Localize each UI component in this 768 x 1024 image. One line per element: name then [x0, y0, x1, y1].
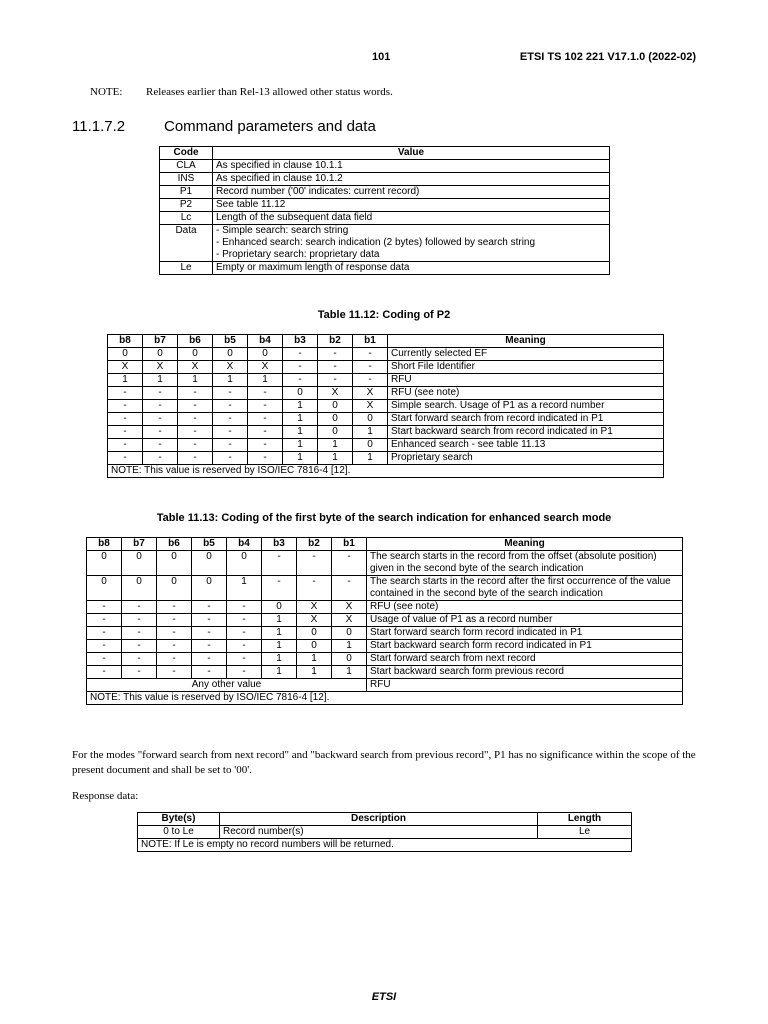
section-title: Command parameters and data: [164, 118, 376, 135]
table-row: [138, 826, 632, 839]
bit-cell: 0: [297, 640, 332, 653]
meaning-cell: RFU (see note): [388, 387, 664, 400]
bit-cell: 1: [283, 426, 318, 439]
meaning-cell: Start backward search form record indicated in P1: [367, 640, 683, 653]
bit-cell: 1: [353, 426, 388, 439]
section-heading: [72, 118, 376, 135]
meaning-cell: Start backward search form previous record: [367, 666, 683, 679]
meaning-cell: Start backward search from record indicated in P1: [388, 426, 664, 439]
bit-cell: -: [108, 439, 143, 452]
note-label: NOTE:: [90, 86, 123, 98]
bit-cell: 0: [157, 551, 192, 576]
table-row: [108, 452, 664, 465]
bit-cell: 0: [318, 413, 353, 426]
table-row: [87, 551, 683, 576]
bit-cell: -: [353, 361, 388, 374]
bit-cell: 1: [297, 666, 332, 679]
cell-value: [213, 225, 610, 262]
bit-cell: -: [353, 348, 388, 361]
bit-cell: -: [227, 601, 262, 614]
table-row: [87, 601, 683, 614]
bit-cell: -: [192, 653, 227, 666]
bit-cell: 0: [353, 439, 388, 452]
bit-cell: -: [213, 426, 248, 439]
table-row: [160, 212, 610, 225]
cell-value: As specified in clause 10.1.2: [213, 173, 610, 186]
bit-cell: -: [178, 400, 213, 413]
bit-cell: X: [213, 361, 248, 374]
bit-cell: -: [178, 452, 213, 465]
bit-cell: -: [318, 361, 353, 374]
table-note-row: [138, 839, 632, 852]
bit-cell: -: [227, 640, 262, 653]
bit-cell: X: [108, 361, 143, 374]
table-row: [108, 413, 664, 426]
table-row: [160, 225, 610, 262]
table-row: [87, 653, 683, 666]
bit-cell: 1: [283, 439, 318, 452]
response-data-label: Response data:: [72, 790, 139, 802]
table-note: NOTE: This value is reserved by ISO/IEC 7816-4 [12].: [87, 692, 683, 705]
response-data-table: [137, 812, 632, 852]
header-b5: b5: [192, 538, 227, 551]
table-row: [108, 387, 664, 400]
bit-cell: -: [213, 439, 248, 452]
bit-cell: 1: [283, 452, 318, 465]
bit-cell: -: [178, 426, 213, 439]
meaning-cell: RFU: [388, 374, 664, 387]
cell-code: CLA: [160, 160, 213, 173]
bit-cell: -: [213, 400, 248, 413]
bit-cell: 1: [297, 653, 332, 666]
bit-cell: -: [143, 426, 178, 439]
meaning-cell: Start forward search from record indicated in P1: [388, 413, 664, 426]
header-b6: b6: [157, 538, 192, 551]
table-header-row: [160, 147, 610, 160]
bit-cell: -: [143, 413, 178, 426]
bit-cell: X: [353, 387, 388, 400]
bit-cell: -: [157, 653, 192, 666]
header-b8: b8: [108, 335, 143, 348]
bit-cell: 1: [318, 452, 353, 465]
cell-bytes: 0 to Le: [138, 826, 220, 839]
bit-cell: 1: [108, 374, 143, 387]
bit-cell: -: [297, 576, 332, 601]
table-caption: Table 11.13: Coding of the first byte of the search indication for enhanced search mode: [156, 512, 612, 524]
bit-cell: X: [297, 601, 332, 614]
bit-cell: -: [87, 653, 122, 666]
bit-cell: -: [143, 400, 178, 413]
cell-code: P2: [160, 199, 213, 212]
table-row: [108, 439, 664, 452]
table-note-row: [108, 465, 664, 478]
bit-cell: -: [262, 551, 297, 576]
bit-cell: 1: [262, 627, 297, 640]
bit-cell: -: [248, 452, 283, 465]
cell-length: Le: [538, 826, 632, 839]
bit-cell: -: [122, 640, 157, 653]
table-note-row: [87, 692, 683, 705]
bit-cell: 0: [248, 348, 283, 361]
bit-cell: -: [108, 413, 143, 426]
bit-cell: -: [248, 439, 283, 452]
bit-cell: -: [283, 348, 318, 361]
cell-code: INS: [160, 173, 213, 186]
any-other-meaning: RFU: [367, 679, 683, 692]
bit-cell: 0: [262, 601, 297, 614]
bit-cell: 1: [262, 614, 297, 627]
bit-cell: -: [122, 614, 157, 627]
bit-cell: -: [297, 551, 332, 576]
bit-cell: -: [318, 374, 353, 387]
table-row: [160, 173, 610, 186]
meaning-cell: Start forward search from next record: [367, 653, 683, 666]
bit-cell: -: [122, 627, 157, 640]
bit-cell: 1: [213, 374, 248, 387]
header-meaning: Meaning: [388, 335, 664, 348]
bit-cell: -: [248, 387, 283, 400]
table-row: [87, 576, 683, 601]
bit-cell: -: [213, 452, 248, 465]
bit-cell: 0: [297, 627, 332, 640]
bit-cell: 0: [192, 576, 227, 601]
bit-cell: 1: [332, 666, 367, 679]
header-b3: b3: [283, 335, 318, 348]
cell-description: Record number(s): [220, 826, 538, 839]
bit-cell: -: [143, 452, 178, 465]
bit-cell: -: [227, 614, 262, 627]
bit-cell: 1: [262, 640, 297, 653]
bit-cell: -: [157, 601, 192, 614]
note-text: Releases earlier than Rel-13 allowed other status words.: [146, 86, 393, 98]
bit-cell: X: [332, 614, 367, 627]
bit-cell: X: [143, 361, 178, 374]
table-row: [108, 374, 664, 387]
bit-cell: -: [87, 627, 122, 640]
bit-cell: -: [122, 653, 157, 666]
meaning-cell: Proprietary search: [388, 452, 664, 465]
bit-cell: -: [87, 640, 122, 653]
bit-cell: X: [178, 361, 213, 374]
bit-cell: -: [192, 666, 227, 679]
bit-cell: -: [157, 627, 192, 640]
table-row: [160, 262, 610, 275]
table-row: [160, 199, 610, 212]
bit-cell: 1: [143, 374, 178, 387]
bit-cell: -: [108, 452, 143, 465]
table-row: [87, 627, 683, 640]
header-b4: b4: [248, 335, 283, 348]
cell-value: Empty or maximum length of response data: [213, 262, 610, 275]
meaning-cell: Usage of value of P1 as a record number: [367, 614, 683, 627]
bit-cell: X: [353, 400, 388, 413]
bit-cell: X: [318, 387, 353, 400]
table-row: [108, 361, 664, 374]
bit-cell: -: [213, 413, 248, 426]
bit-cell: -: [248, 413, 283, 426]
header-b5: b5: [213, 335, 248, 348]
bit-cell: 0: [87, 551, 122, 576]
bit-cell: 1: [227, 576, 262, 601]
bit-cell: -: [192, 614, 227, 627]
bit-cell: -: [108, 400, 143, 413]
list-item: - Simple search: search string: [216, 225, 349, 236]
search-rows: [87, 551, 683, 679]
bit-cell: -: [248, 400, 283, 413]
cell-code: Data: [160, 225, 213, 262]
body-paragraph: For the modes "forward search from next record" and "backward search from previous record", P1 has no significance within the scope of the present document and shall be set to '00'.: [72, 749, 696, 776]
bit-cell: 0: [178, 348, 213, 361]
meaning-cell: Currently selected EF: [388, 348, 664, 361]
bit-cell: -: [108, 426, 143, 439]
bit-cell: -: [178, 387, 213, 400]
table-caption: Table 11.12: Coding of P2: [317, 309, 451, 321]
header-b1: b1: [332, 538, 367, 551]
bit-cell: 1: [353, 452, 388, 465]
bit-cell: 1: [332, 640, 367, 653]
bit-cell: -: [332, 551, 367, 576]
cell-value: See table 11.12: [213, 199, 610, 212]
list-item: - Proprietary search: proprietary data: [216, 249, 380, 260]
bit-cell: 0: [283, 387, 318, 400]
meaning-cell: RFU (see note): [367, 601, 683, 614]
p2-coding-table: [107, 334, 664, 478]
bit-cell: -: [122, 601, 157, 614]
bit-cell: -: [192, 627, 227, 640]
header-code: Code: [160, 147, 213, 160]
bit-cell: 0: [318, 400, 353, 413]
header-b2: b2: [297, 538, 332, 551]
table-row: [108, 348, 664, 361]
table-row: [160, 186, 610, 199]
bit-cell: -: [248, 426, 283, 439]
footer-etsi: ETSI: [371, 991, 397, 1003]
bit-cell: -: [227, 666, 262, 679]
bit-cell: -: [262, 576, 297, 601]
cell-code: P1: [160, 186, 213, 199]
table-header-row: [138, 813, 632, 826]
cell-value: As specified in clause 10.1.1: [213, 160, 610, 173]
header-bytes: Byte(s): [138, 813, 220, 826]
cell-code: Lc: [160, 212, 213, 225]
bit-cell: 0: [332, 627, 367, 640]
bit-cell: 1: [262, 666, 297, 679]
bit-cell: 0: [192, 551, 227, 576]
table-header-row: [87, 538, 683, 551]
bit-cell: 1: [318, 439, 353, 452]
list-item: - Enhanced search: search indication (2 bytes) followed by search string: [216, 237, 536, 248]
header-description: Description: [220, 813, 538, 826]
bit-cell: 0: [213, 348, 248, 361]
bit-cell: 1: [178, 374, 213, 387]
bit-cell: 1: [283, 413, 318, 426]
header-b4: b4: [227, 538, 262, 551]
bit-cell: X: [332, 601, 367, 614]
top-note: [90, 86, 393, 98]
bit-cell: 0: [122, 576, 157, 601]
meaning-cell: The search starts in the record after the first occurrence of the value contained in the second byte of the search indication: [367, 576, 683, 601]
p2-rows: [108, 348, 664, 465]
header-b1: b1: [353, 335, 388, 348]
bit-cell: -: [108, 387, 143, 400]
bit-cell: 1: [283, 400, 318, 413]
bit-cell: 0: [143, 348, 178, 361]
table-row: [160, 160, 610, 173]
header-b7: b7: [122, 538, 157, 551]
spec-reference: ETSI TS 102 221 V17.1.0 (2022-02): [519, 51, 696, 63]
table-note: NOTE: If Le is empty no record numbers will be returned.: [138, 839, 632, 852]
header-b8: b8: [87, 538, 122, 551]
meaning-cell: Short File Identifier: [388, 361, 664, 374]
table-note: NOTE: This value is reserved by ISO/IEC 7816-4 [12].: [108, 465, 664, 478]
bit-cell: -: [87, 666, 122, 679]
bit-cell: 0: [227, 551, 262, 576]
table-row: [87, 640, 683, 653]
cell-value: Length of the subsequent data field: [213, 212, 610, 225]
bit-cell: -: [122, 666, 157, 679]
bit-cell: -: [143, 387, 178, 400]
header-b6: b6: [178, 335, 213, 348]
table-row: [108, 400, 664, 413]
meaning-cell: Simple search. Usage of P1 as a record number: [388, 400, 664, 413]
header-length: Length: [538, 813, 632, 826]
bit-cell: 0: [122, 551, 157, 576]
table-row: [108, 426, 664, 439]
bit-cell: 0: [332, 653, 367, 666]
bit-cell: 0: [353, 413, 388, 426]
bit-cell: -: [157, 666, 192, 679]
any-other-row: [87, 679, 683, 692]
bit-cell: 0: [318, 426, 353, 439]
meaning-cell: The search starts in the record from the offset (absolute position) given in the second byte of the search indication: [367, 551, 683, 576]
header-b7: b7: [143, 335, 178, 348]
meaning-cell: Start forward search form record indicated in P1: [367, 627, 683, 640]
bit-cell: -: [157, 640, 192, 653]
bit-cell: -: [227, 627, 262, 640]
bit-cell: 1: [262, 653, 297, 666]
bit-cell: X: [297, 614, 332, 627]
bit-cell: -: [87, 614, 122, 627]
bit-cell: -: [192, 640, 227, 653]
bit-cell: -: [332, 576, 367, 601]
section-number: 11.1.7.2: [72, 118, 126, 135]
header-b3: b3: [262, 538, 297, 551]
command-parameters-table: [159, 146, 610, 275]
table-header-row: [108, 335, 664, 348]
table-row: [87, 666, 683, 679]
header-b2: b2: [318, 335, 353, 348]
bit-cell: -: [227, 653, 262, 666]
bit-cell: -: [283, 374, 318, 387]
page-number: 101: [372, 51, 391, 63]
bit-cell: -: [157, 614, 192, 627]
bit-cell: -: [283, 361, 318, 374]
bit-cell: -: [178, 413, 213, 426]
bit-cell: -: [143, 439, 178, 452]
header-meaning: Meaning: [367, 538, 683, 551]
cell-value: Record number ('00' indicates: current record): [213, 186, 610, 199]
search-indication-table: [86, 537, 683, 705]
any-other-value: Any other value: [87, 679, 367, 692]
cell-code: Le: [160, 262, 213, 275]
meaning-cell: Enhanced search - see table 11.13: [388, 439, 664, 452]
bit-cell: -: [353, 374, 388, 387]
table-row: [87, 614, 683, 627]
bit-cell: X: [248, 361, 283, 374]
bit-cell: -: [318, 348, 353, 361]
bit-cell: 0: [87, 576, 122, 601]
bit-cell: 0: [108, 348, 143, 361]
bit-cell: -: [213, 387, 248, 400]
bit-cell: 0: [157, 576, 192, 601]
bit-cell: -: [178, 439, 213, 452]
header-value: Value: [213, 147, 610, 160]
bit-cell: -: [192, 601, 227, 614]
bit-cell: 1: [248, 374, 283, 387]
bit-cell: -: [87, 601, 122, 614]
